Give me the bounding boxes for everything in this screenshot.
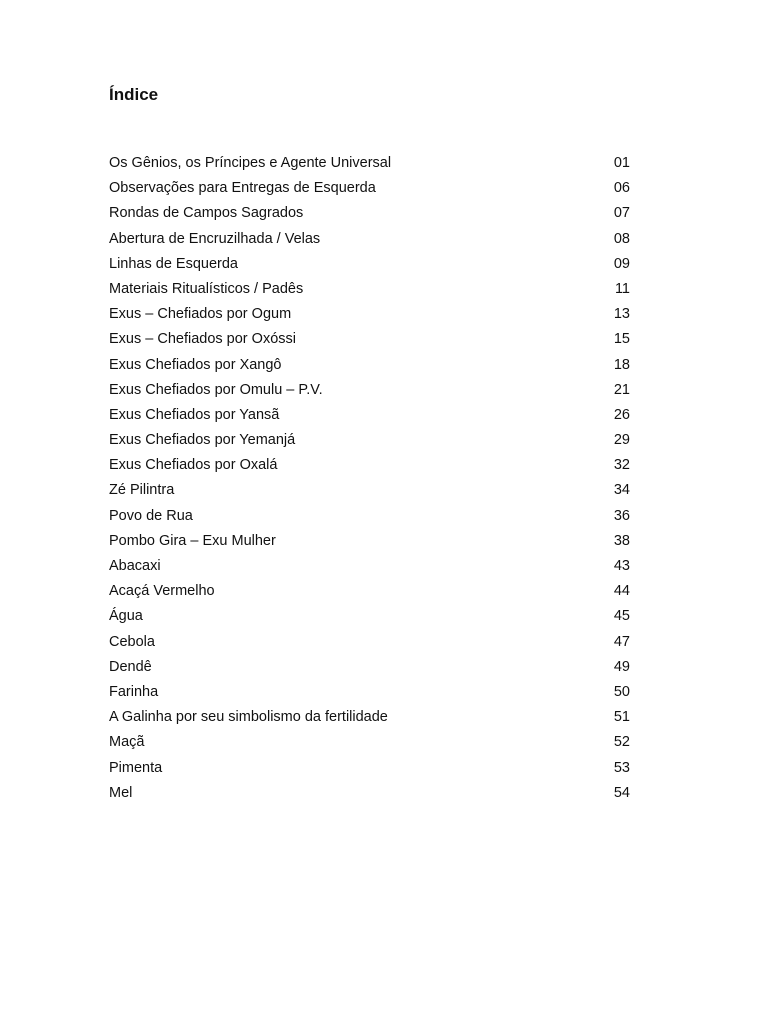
toc-entry-page-number: 34	[613, 482, 630, 499]
toc-entry-title: Exus – Chefiados por Ogum	[109, 306, 292, 323]
toc-entry-page-number: 08	[613, 230, 630, 247]
toc-entry-page-number: 26	[613, 406, 630, 423]
toc-entry	[109, 757, 630, 782]
toc-entry-title: Farinha	[109, 683, 159, 700]
toc-entry-title: Pimenta	[109, 759, 163, 776]
toc-entry-title: Exus Chefiados por Omulu – P.V.	[109, 381, 323, 398]
toc-entry	[109, 228, 630, 253]
toc-entry-page-number: 21	[613, 381, 630, 398]
toc-entry	[109, 731, 630, 756]
toc-entry	[109, 278, 630, 303]
toc-entry-page-number: 15	[613, 331, 630, 348]
toc-entry-page-number: 01	[613, 155, 630, 171]
toc-entry-page-number: 50	[613, 683, 630, 700]
toc-entry-title: A Galinha por seu simbolismo da fertilidade	[109, 709, 388, 726]
toc-entry-page-number: 36	[613, 507, 630, 524]
page-title: Índice	[109, 85, 159, 104]
toc-entry	[109, 505, 630, 530]
toc-entry-page-number: 44	[613, 583, 630, 600]
toc-entry-title: Zé Pilintra	[109, 482, 175, 499]
toc-entry-title: Observações para Entregas de Esquerda	[109, 180, 376, 197]
toc-entry-page-number: 53	[613, 759, 630, 776]
toc-entry-page-number: 06	[613, 180, 630, 197]
toc-entry-title: Rondas de Campos Sagrados	[109, 205, 304, 222]
toc-entry	[109, 555, 630, 580]
toc-entry-page-number: 43	[613, 558, 630, 574]
toc-entry-page-number: 09	[613, 255, 630, 272]
toc-entry-title: Exus Chefiados por Yansã	[109, 406, 280, 423]
toc-entry-title: Exus Chefiados por Xangô	[109, 356, 282, 373]
toc-entry	[109, 706, 630, 731]
toc-entry-title: Acaçá Vermelho	[109, 583, 215, 600]
toc-entry-title: Cebola	[109, 633, 155, 650]
toc-entry-title: Abacaxi	[109, 558, 161, 574]
toc-entry	[109, 429, 630, 454]
toc-entry-title: Dendê	[109, 658, 152, 675]
table-of-contents	[109, 152, 630, 807]
toc-entry-page-number: 11	[614, 280, 630, 297]
toc-entry-page-number: 52	[613, 734, 630, 751]
toc-entry	[109, 530, 630, 555]
toc-entry-title: Linhas de Esquerda	[109, 255, 238, 272]
toc-entry	[109, 605, 630, 630]
toc-entry-title: Água	[109, 608, 143, 625]
toc-entry-page-number: 51	[613, 709, 630, 726]
toc-entry	[109, 328, 630, 353]
toc-entry-page-number: 54	[613, 784, 630, 801]
toc-entry	[109, 656, 630, 681]
toc-entry	[109, 152, 630, 177]
toc-entry-title: Materiais Ritualísticos / Padês	[109, 280, 304, 297]
toc-entry-title: Exus Chefiados por Oxalá	[109, 457, 278, 474]
toc-entry-page-number: 32	[613, 457, 630, 474]
toc-entry	[109, 681, 630, 706]
toc-entry-page-number: 38	[613, 532, 630, 549]
toc-entry	[109, 782, 630, 807]
toc-entry	[109, 303, 630, 328]
toc-entry	[109, 379, 630, 404]
toc-entry-page-number: 47	[613, 633, 630, 650]
toc-entry	[109, 479, 630, 504]
toc-entry-page-number: 29	[613, 432, 630, 449]
toc-entry-page-number: 13	[613, 306, 630, 323]
toc-entry-title: Mel	[109, 784, 133, 801]
toc-entry-page-number: 45	[613, 608, 630, 625]
toc-entry-page-number: 07	[613, 205, 630, 222]
toc-entry-title: Exus Chefiados por Yemanjá	[109, 432, 296, 449]
toc-entry-title: Abertura de Encruzilhada / Velas	[109, 230, 321, 247]
toc-entry	[109, 631, 630, 656]
toc-entry	[109, 253, 630, 278]
toc-entry-title: Povo de Rua	[109, 507, 193, 524]
toc-entry	[109, 354, 630, 379]
toc-entry-title: Os Gênios, os Príncipes e Agente Universal	[109, 155, 392, 171]
toc-entry-page-number: 18	[613, 356, 630, 373]
toc-entry-title: Maçã	[109, 734, 145, 751]
toc-entry	[109, 404, 630, 429]
toc-entry	[109, 177, 630, 202]
toc-entry	[109, 454, 630, 479]
toc-entry	[109, 580, 630, 605]
toc-entry-title: Exus – Chefiados por Oxóssi	[109, 331, 296, 348]
toc-entry	[109, 202, 630, 227]
toc-entry-page-number: 49	[613, 658, 630, 675]
toc-entry-title: Pombo Gira – Exu Mulher	[109, 532, 276, 549]
